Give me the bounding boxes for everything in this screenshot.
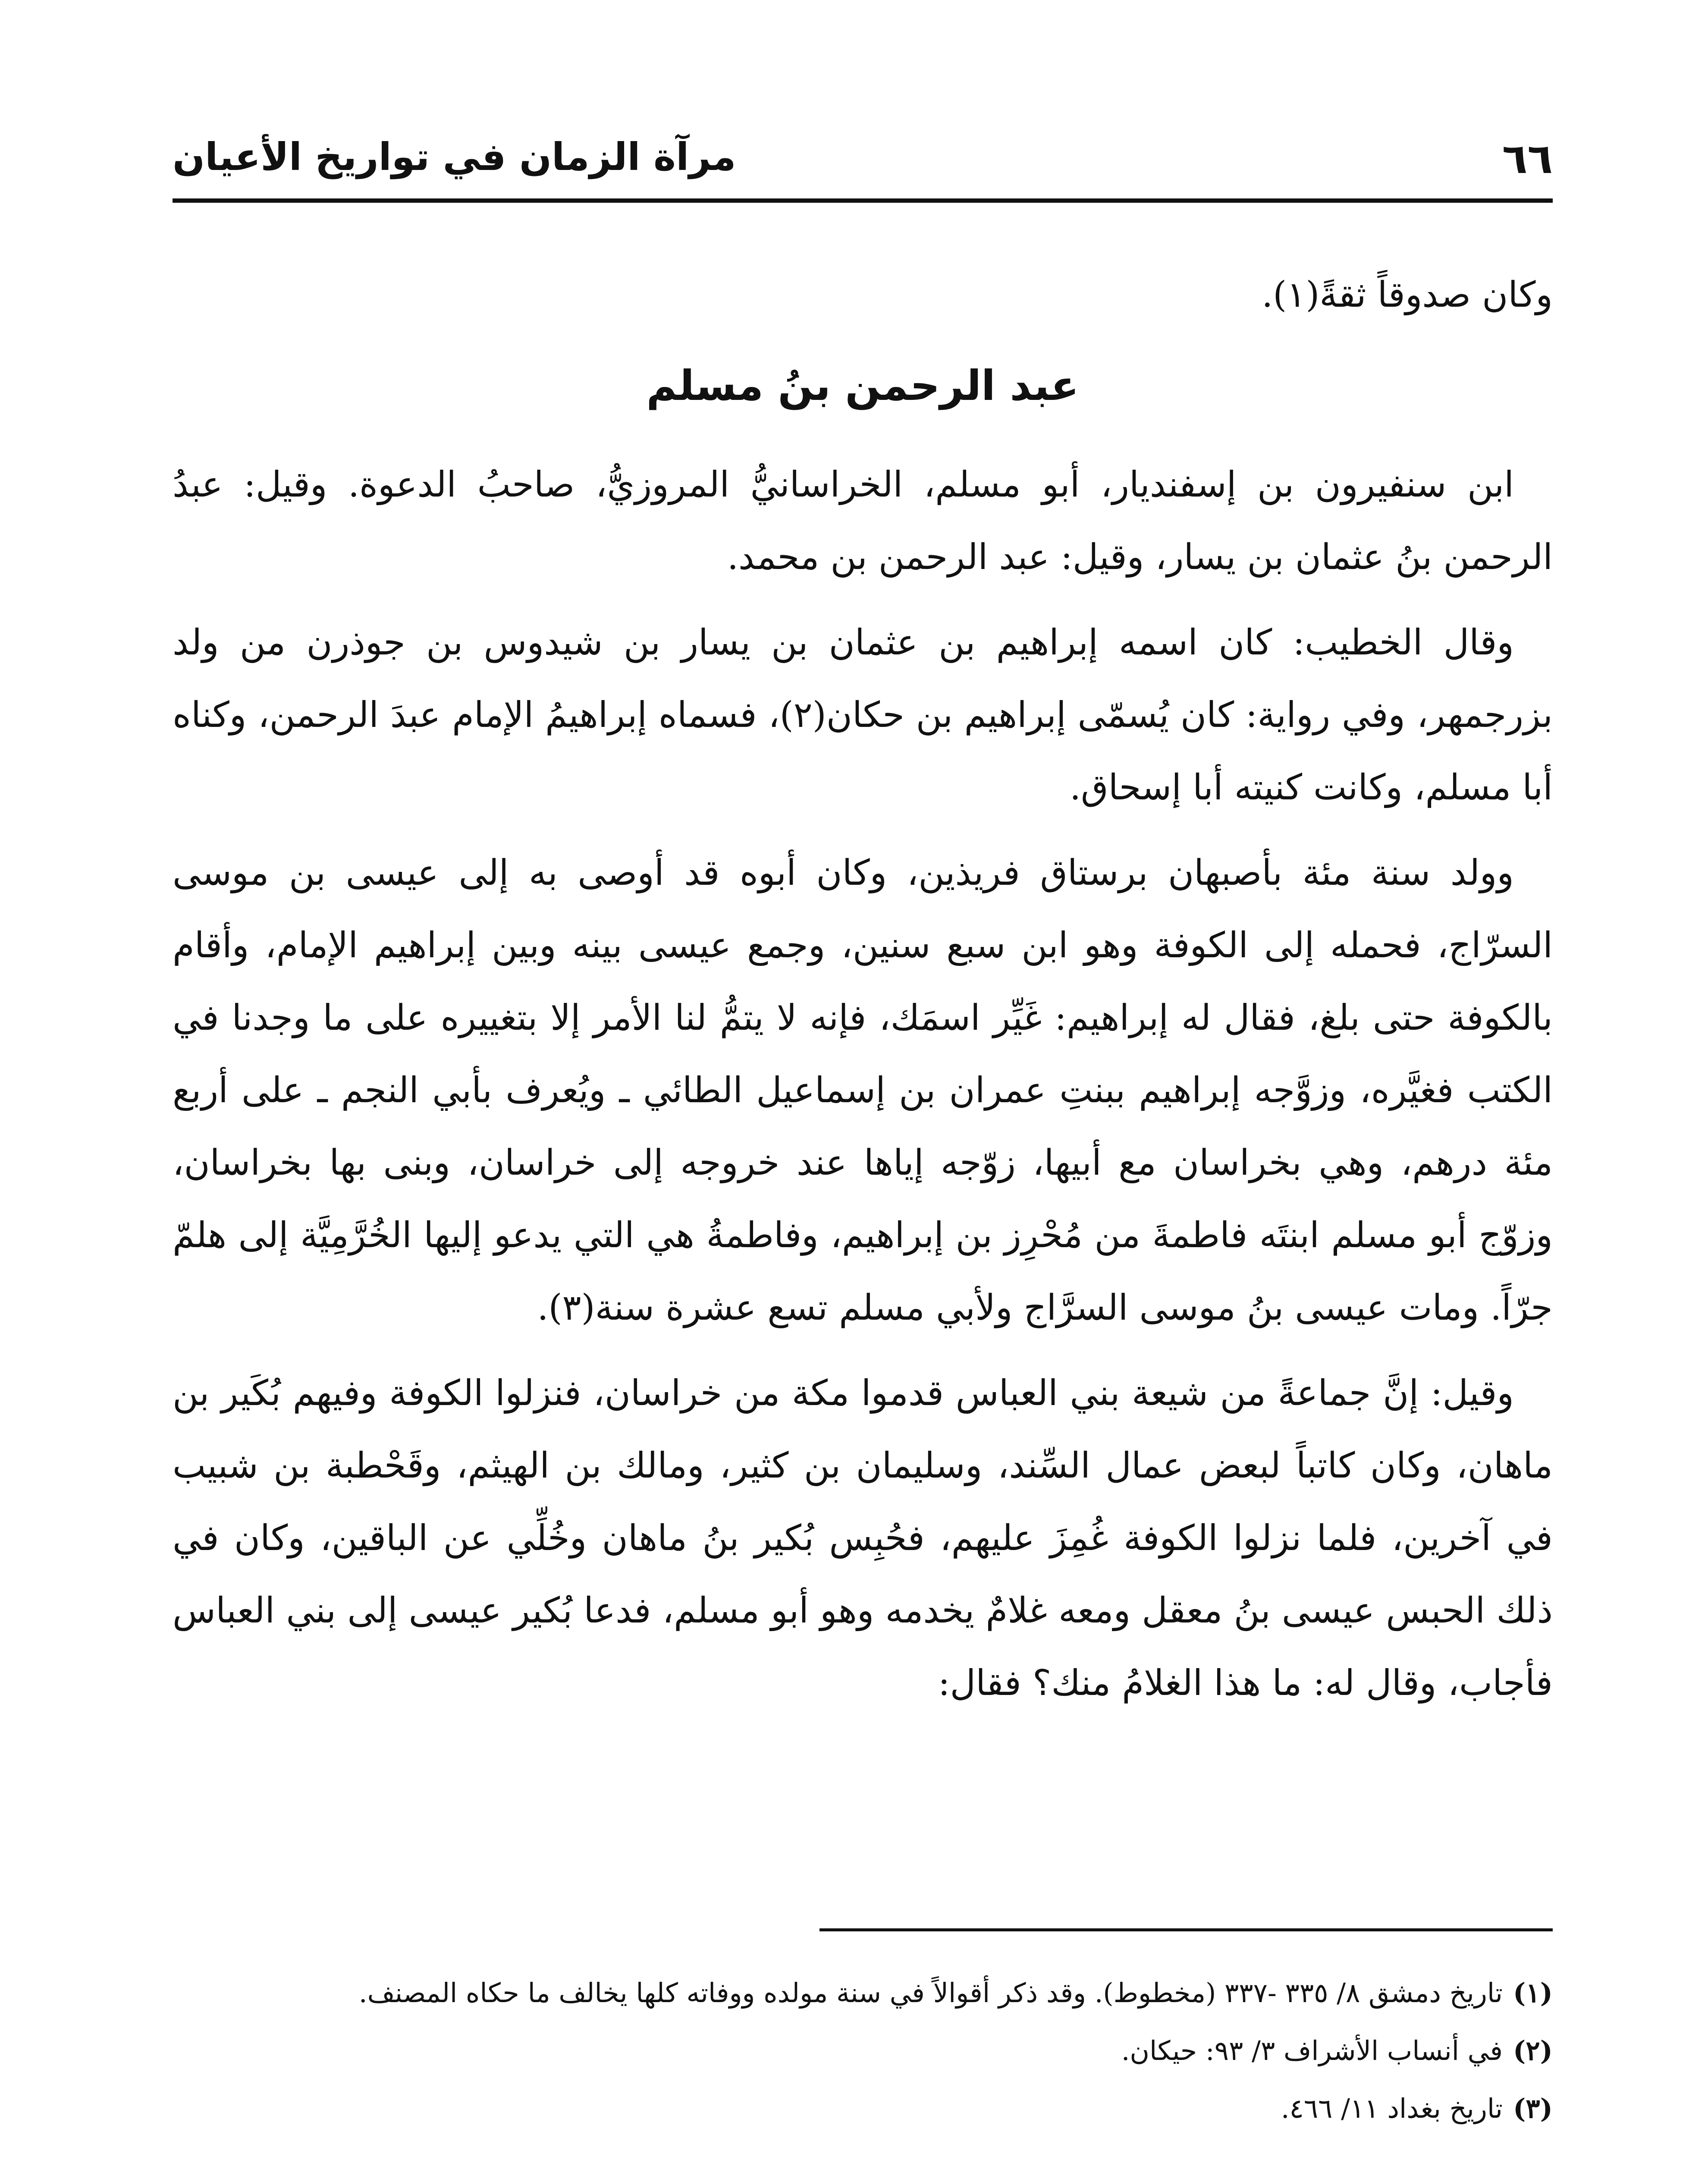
paragraph: وقال الخطيب: كان اسمه إبراهيم بن عثمان بن يسار بن شيدوس بن جوذرن من ولد بزرجمهر، وفي رواية: كان يُسمّى إبراهيم بن حكان(٢)، فسماه إبراهيمُ الإمام عبدَ الرحمن، وكناه أبا مسلم، وكانت كنيته أبا إسحاق. — [173, 622, 1553, 808]
footnote-text: تاريخ دمشق ٨/ ٣٣٥ -٣٣٧ (مخطوط). وقد ذكر أقوالاً في سنة مولده ووفاته كلها يخالف ما حكاه المصنف. — [358, 1977, 1503, 2009]
footnote — [173, 1967, 1553, 2019]
footnote-text: في أنساب الأشراف ٣/ ٩٣: حيكان. — [1121, 2035, 1503, 2066]
footnote-number: (٣) — [1513, 2093, 1553, 2124]
footnote — [173, 2083, 1553, 2135]
opening-line: وكان صدوقاً ثقةً(١). — [1262, 274, 1553, 315]
running-title: مرآة الزمان في تواريخ الأعيان — [173, 135, 736, 179]
footnote-number: (٢) — [1513, 2035, 1553, 2066]
page-header — [173, 129, 1553, 203]
paragraph: وولد سنة مئة بأصبهان برستاق فريذين، وكان أبوه قد أوصى به إلى عيسى بن موسى السرّاج، فحمله إلى الكوفة وهو ابن سبع سنين، وجمع عيسى بينه وبين إبراهيم الإمام، وأقام بالكوفة حتى بلغ، فقال له إبراهيم: غَيِّر اسمَك، فإنه لا يتمُّ لنا الأمر إلا بتغييره على ما وجدنا في الكتب فغيَّره، وزوَّجه إبراهيم ببنتِ عمران بن إسماعيل الطائي ـ ويُعرف بأبي النجم ـ على أربع مئة درهم، وهي بخراسان مع أبيها، زوّجه إياها عند خروجه إلى خراسان، وبنى بها بخراسان، وزوّج أبو مسلم ابنتَه فاطمةَ من مُحْرِز بن إبراهيم، وفاطمةُ هي التي يدعو إليها الخُرَّمِيَّة إلى هلمّ جرّاً. ومات عيسى بنُ موسى السرَّاج ولأبي مسلم تسع عشرة سنة(٣). — [173, 852, 1553, 1328]
paragraph: وقيل: إنَّ جماعةً من شيعة بني العباس قدموا مكة من خراسان، فنزلوا الكوفة وفيهم بُكَير بن ماهان، وكان كاتباً لبعض عمال السِّند، وسليمان بن كثير، ومالك بن الهيثم، وقَحْطبة بن شبيب في آخرين، فلما نزلوا الكوفة غُمِزَ عليهم، فحُبِس بُكير بنُ ماهان وخُلِّي عن الباقين، وكان في ذلك الحبس عيسى بنُ معقل ومعه غلامٌ يخدمه وهو أبو مسلم، فدعا بُكير عيسى إلى بني العباس فأجاب، وقال له: ما هذا الغلامُ منك؟ فقال: — [173, 1373, 1553, 1704]
footnote — [173, 2025, 1553, 2077]
main-text — [173, 259, 1553, 1720]
footnotes — [173, 1967, 1553, 2141]
footnote-text: تاريخ بغداد ١١/ ٤٦٦. — [1281, 2093, 1503, 2124]
page-number: ٦٦ — [1502, 135, 1553, 183]
footnote-divider — [819, 1928, 1553, 1931]
paragraph: ابن سنفيرون بن إسفنديار، أبو مسلم، الخراسانيُّ المروزيُّ، صاحبُ الدعوة. وقيل: عبدُ الرحمن بنُ عثمان بن يسار، وقيل: عبد الرحمن بن محمد. — [173, 464, 1553, 578]
footnote-number: (١) — [1513, 1977, 1553, 2009]
section-title: عبد الرحمن بنُ مسلم — [646, 362, 1079, 410]
book-page — [173, 129, 1553, 2157]
